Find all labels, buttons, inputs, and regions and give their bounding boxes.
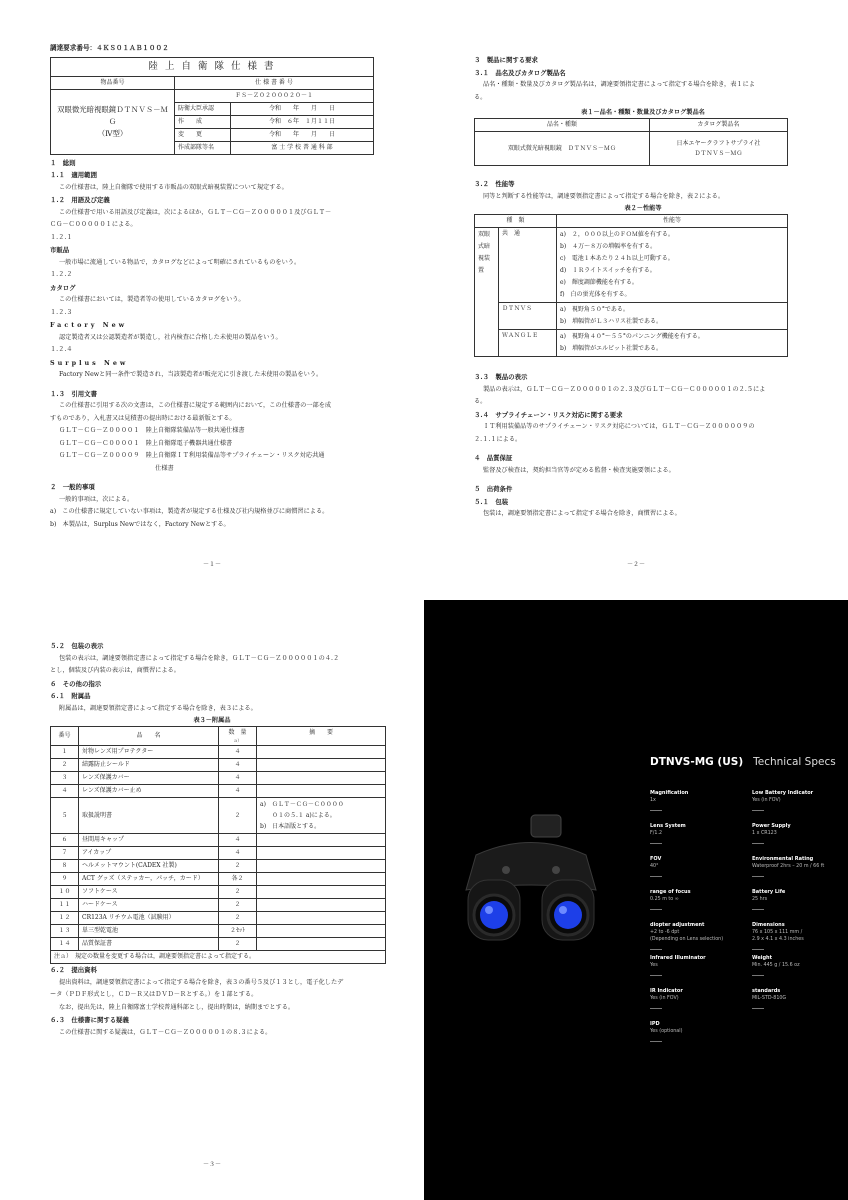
spec-title: 陸 上 自 衛 隊 仕 様 書 bbox=[51, 57, 374, 76]
text-line: ２ 一般的事項 bbox=[50, 483, 95, 491]
text-line: ５ 出荷条件 bbox=[474, 485, 513, 493]
section-3-1 bbox=[474, 54, 812, 104]
spec-value: 76 x 105 x 111 mm / bbox=[752, 930, 803, 935]
performance-item: b) ４万～８万の増幅率を有する。 bbox=[560, 243, 657, 250]
table-1-title: 表１－品名・種類・数量及びカタログ製品名 bbox=[581, 109, 705, 116]
spec-value: Yes bbox=[650, 963, 658, 968]
spec-label: Infrared Illuminator bbox=[650, 955, 706, 961]
table-row: ６ 昼間用キャップ ４ bbox=[51, 834, 386, 847]
spec-item bbox=[752, 889, 842, 910]
table-row: ４ レンズ保護カバー止め ４ bbox=[51, 785, 386, 798]
text-line: すものであり，入札書又は見積書の提出時における最新版とする。 bbox=[50, 414, 236, 422]
spec-label: Battery Life bbox=[752, 889, 786, 895]
spec-item bbox=[650, 889, 740, 910]
spec-item bbox=[752, 790, 842, 811]
spec-value: Yes (in FOV) bbox=[752, 798, 781, 803]
text-line: ３.４ サプライチェーン・リスク対応に関する要求 bbox=[474, 410, 623, 419]
spec-value: Yes (optional) bbox=[650, 1029, 683, 1034]
text-line: この仕様書は，陸上自衛隊で使用する市販品の双眼式暗視装置について規定する。 bbox=[59, 183, 288, 191]
divider bbox=[650, 1008, 662, 1009]
text-line: 製品の表示は，ＧＬＴ－ＣＧ－Ｚ０００００１の２.３及びＧＬＴ－ＣＧ－Ｃ０００００１の２.５によ bbox=[483, 385, 766, 393]
performance-item: a) ２，０００以上のＦＯＭ値を有する。 bbox=[560, 231, 674, 238]
text-line: ＧＬＴ－ＣＧ－Ｚ００００９ 陸上自衛隊ＩＴ利用装備品等サプライチェーン・リスク対応共通 bbox=[59, 452, 325, 459]
spec-value: 0.25 m to ∞ bbox=[650, 897, 679, 902]
spec-value: Yes (in FOV) bbox=[650, 996, 679, 1001]
header-row: 作成部隊等名 富 士 学 校 普 通 科 部 bbox=[51, 141, 374, 154]
text-line: る。 bbox=[474, 398, 487, 405]
table-row: １０ ソフトケース ２ bbox=[51, 886, 386, 899]
divider bbox=[650, 1041, 662, 1042]
performance-item: c) 電池１本あたり２４ｈ以上可動する。 bbox=[560, 255, 674, 262]
spec-header-table bbox=[50, 57, 374, 155]
table-row: １１ ハードケース ２ bbox=[51, 899, 386, 912]
text-line: １.２.２ bbox=[50, 271, 73, 278]
text-line: この仕様書で用いる用語及び定義は，次によるほか，ＧＬＴ－ＣＧ－Ｚ０００００１及びＧＬＴ－ bbox=[59, 208, 332, 216]
text-line: 市販品 bbox=[50, 246, 70, 254]
spec-label: Weight bbox=[752, 955, 772, 961]
table-row: ５ 取扱説明書 ２ a) ＧＬＴ－ＣＧ－Ｃ００００ ０１の５.１ a)による。 b) 日本語版とする。 bbox=[51, 798, 386, 834]
divider bbox=[752, 909, 764, 910]
text-line: ５.２ 包装の表示 bbox=[50, 642, 104, 650]
table-3-note: 注ａ） 規定の数量を変更する場合は，調達要領指定書によって指定する。 bbox=[51, 951, 386, 964]
spec-value: Waterproof 2hrs – 20 m / 66 ft bbox=[752, 864, 825, 869]
header-row: 作 成 令和 ６年 １月１１日 bbox=[51, 115, 374, 128]
text-line: a) この仕様書に規定していない事項は，製造者が規定する仕様及び社内規格並びに商慣習による。 bbox=[50, 508, 329, 515]
text-line: １.１ 適用範囲 bbox=[50, 171, 97, 179]
text-line: １ 総則 bbox=[50, 158, 76, 167]
text-line: この仕様書においては，製造者等の使用しているカタログをいう。 bbox=[59, 296, 245, 303]
table-row: １ 対物レンズ用プロテクター ４ bbox=[51, 746, 386, 759]
table-row: ９ ACT グッズ（ステッカー，パッチ，カード） 各２ bbox=[51, 873, 386, 886]
text-line: ６.３ 仕様書に関する疑義 bbox=[50, 1016, 129, 1024]
text-line: ２.１.１による。 bbox=[474, 435, 522, 443]
text-line: なお，提出先は，陸上自衛隊富士学校普通科部とし，提出時期は，納期までとする。 bbox=[59, 1003, 295, 1011]
section-3-3-to-5 bbox=[474, 371, 812, 521]
text-line: 一般市場に流通している物品で，カタログなどによって明確にされているものをいう。 bbox=[59, 258, 301, 266]
text-line: 包装は，調達要領指定書によって指定する場合を除き，商慣習による。 bbox=[483, 510, 681, 517]
section-5-2 bbox=[50, 640, 374, 715]
page-number: －１－ bbox=[202, 561, 221, 568]
spec-value: 2.9 x 4.1 x 4.3 inches bbox=[752, 937, 804, 942]
table-3: 番号 品 名 数 量 ａ） 摘 要 １ 対物レンズ用プロテクター ４ ２ 結露防止シールド ４ ３ レンズ保護カバー ４ ４ レンズ保護カバー止め ４ ５ 取扱説明書 ２ a) ＧＬＴ－ＣＧ－Ｃ００００ ０１の５.１ a)による。 b) 日本語版とする。 ６ 昼間用キャップ ４ ７ アイカップ ４ ８ ヘルメットマウント(CADEX 社製) ２ ９ ACT グッズ（ステッカー，パッチ，カード） 各２ １０ ソフトケース ２ １１ ハードケース ２ １２ CR123A リチウム電池（試験用） ２ １３ 単三型乾電池 ２ｾｯﾄ １４ 品質保証書 ２ 注ａ） 規定の数量を変更する場合は，調達要領指定書によって指定する。 bbox=[50, 726, 386, 964]
text-line: る。 bbox=[474, 93, 487, 101]
page-2 bbox=[424, 0, 848, 600]
text-line: ６ その他の指示 bbox=[50, 679, 102, 688]
text-line: 同等と判断する性能等は，調達要領指定書によって指定する場合を除き，表２による。 bbox=[483, 192, 725, 200]
table-row: ３ レンズ保護カバー ４ bbox=[51, 772, 386, 785]
table-row: １３ 単三型乾電池 ２ｾｯﾄ bbox=[51, 925, 386, 938]
divider bbox=[650, 843, 662, 844]
spec-value: F/1.2 bbox=[650, 831, 663, 836]
spec-value: 1x bbox=[650, 798, 656, 803]
night-vision-goggle-image bbox=[436, 810, 626, 960]
text-line: カタログ bbox=[50, 283, 76, 292]
spec-item bbox=[650, 856, 740, 877]
header-row: 変 更 令和 年 月 日 bbox=[51, 128, 374, 141]
text-line: ＩＴ利用装備品等のサプライチェーン・リスク対応については，ＧＬＴ－ＣＧ－Ｚ０００００９の bbox=[483, 423, 755, 430]
spec-label: FOV bbox=[650, 856, 662, 862]
text-line: ３.３ 製品の表示 bbox=[474, 373, 528, 381]
table-row: １４ 品質保証書 ２ bbox=[51, 938, 386, 951]
text-line: b) 本製品は，Surplus Newではなく，Factory Newとする。 bbox=[50, 520, 230, 528]
spec-item bbox=[752, 856, 842, 877]
performance-item: d) ＩＲライトスイッチを有する。 bbox=[560, 267, 656, 274]
spec-value: Min. 445 g / 15.6 oz bbox=[752, 963, 800, 968]
spec-label: IR Indicator bbox=[650, 988, 683, 994]
spec-value: 40° bbox=[650, 864, 659, 869]
divider bbox=[650, 909, 662, 910]
section-3-2 bbox=[474, 178, 812, 203]
text-line: １.２.３ bbox=[50, 308, 73, 316]
section-6-2 bbox=[50, 964, 374, 1039]
text-line: １.３ 引用文書 bbox=[50, 389, 97, 398]
text-line: Factory Newと同一条件で製造され，当該製造者が販売元に引き渡した未使用の製品をいう。 bbox=[59, 371, 323, 378]
product-spec-sheet bbox=[424, 600, 848, 1200]
divider bbox=[752, 810, 764, 811]
header-row: 防衛大臣承認 令和 年 月 日 bbox=[51, 102, 374, 115]
page-number: －２－ bbox=[626, 561, 645, 568]
spec-item bbox=[752, 823, 842, 844]
text-line: ３ 製品に関する要求 bbox=[474, 56, 538, 64]
table-row: １２ CR123A リチウム電池（試験用） ２ bbox=[51, 912, 386, 925]
text-line: この仕様書に引用する次の文書は，この仕様書に規定する範囲内において，この仕様書の一部を成 bbox=[59, 402, 332, 409]
spec-item bbox=[650, 922, 740, 950]
text-line: 品名・種類・数量及びカタログ製品名は，調達要領指定書によって指定する場合を除き，表１によ bbox=[483, 81, 755, 88]
performance-item: b) 増幅管がエルビット社製である。 bbox=[560, 345, 662, 352]
divider bbox=[752, 843, 764, 844]
table-3-title: 表３－附属品 bbox=[193, 717, 231, 724]
spec-value: 1 x CR123 bbox=[752, 831, 777, 836]
spec-label: Magnification bbox=[650, 790, 689, 796]
text-line: ＧＬＴ－ＣＧ－Ｚ００００１ 陸上自衛隊装備品等一般共通仕様書 bbox=[59, 427, 245, 434]
spec-label: Lens System bbox=[650, 823, 686, 829]
performance-item: e) 輝度調節機能を有する。 bbox=[560, 279, 638, 286]
spec-item bbox=[650, 988, 740, 1009]
text-line: ４ 品質保証 bbox=[474, 454, 513, 462]
text-line: 包装の表示は，調達要領指定書によって指定する場合を除き，ＧＬＴ－ＣＧ－Ｚ０００００１の４.２ bbox=[59, 654, 340, 662]
performance-item: a) 視野角５０°である。 bbox=[560, 306, 629, 313]
spec-value: MIL-STD-810G bbox=[752, 996, 787, 1001]
divider bbox=[650, 876, 662, 877]
divider bbox=[752, 1008, 764, 1009]
page-3 bbox=[0, 600, 424, 1200]
text-line: ータ（ＰＤＦ形式とし，ＣＤ－Ｒ又はＤＶＤ－Ｒとする。）を１部とする。 bbox=[50, 991, 258, 998]
table-row: ８ ヘルメットマウント(CADEX 社製) ２ bbox=[51, 860, 386, 873]
text-line: ６.２ 提出資料 bbox=[50, 966, 97, 974]
text-line: 提出資料は，調達要領指定書によって指定する場合を除き，表３の番号５及び１３とし，電子化したデ bbox=[59, 978, 344, 986]
spec-item bbox=[650, 955, 740, 976]
spec-item bbox=[650, 790, 740, 811]
text-line: １.２.１ bbox=[50, 233, 73, 241]
text-line: ３.２ 性能等 bbox=[474, 180, 515, 188]
spec-label: IPD bbox=[650, 1021, 660, 1027]
divider bbox=[650, 810, 662, 811]
page-1 bbox=[0, 0, 424, 600]
text-line: ３.１ 品名及びカタログ製品名 bbox=[474, 68, 566, 77]
text-line: ＧＬＴ－ＣＧ－Ｃ００００１ 陸上自衛隊電子機器共通仕様書 bbox=[59, 439, 233, 447]
spec-item bbox=[752, 988, 842, 1009]
performance-item: f) 白の蛍光体を有する。 bbox=[560, 291, 631, 298]
text-line: 認定製造者又は公認製造者が製造し，社内検査に合格した未使用の製品をいう。 bbox=[59, 333, 282, 341]
col-spec-number: 仕 様 書 番 号 bbox=[175, 76, 374, 89]
spec-value: 25 hrs bbox=[752, 897, 768, 902]
divider bbox=[650, 949, 662, 950]
table-2: 種 類 性能等 双眼式暗視装置 共 通 a) ２，０００以上のＦＯＭ値を有する。 b) ４万～８万の増幅率を有する。 c) 電池１本あたり２４ｈ以上可動する。 d) ＩＲライトスイッチを有する。 e) 輝度調節機能を有する。 f) 白の蛍光体を有する。 ＤＴＮＶＳ a) 視野角５０°である。 b) 増幅管がＬ３ハリス社製である。 ＷＡＮＧＬＥ a) 視野角４０°～５５°のパンニング機能を有する。 b) 増幅管がエルビット社製である。 bbox=[474, 214, 788, 357]
spec-value: +2 to -6 dpt bbox=[650, 930, 680, 935]
spec-value: (Depending on Lens selection) bbox=[650, 937, 724, 942]
text-line: Surplus New bbox=[50, 358, 129, 367]
table-1: 品名・種類 カタログ製品名 双眼式微光暗視眼鏡 ＤＴＮＶＳ－ＭＧ 日本エヤークラフトサプライ社 ＤＴＮＶＳ－ＭＧ bbox=[474, 118, 788, 166]
spec-number: ＦＳ－Ｚ０２０００２０－１ bbox=[175, 89, 374, 102]
text-line: ＣＧ－Ｃ０００００１による。 bbox=[50, 221, 137, 228]
table-row: ２ 結露防止シールド ４ bbox=[51, 759, 386, 772]
text-line: 附属品は，調達要領指定書によって指定する場合を除き，表３による。 bbox=[59, 704, 257, 712]
page-1-body bbox=[50, 157, 374, 532]
text-line: ６.１ 附属品 bbox=[50, 692, 91, 700]
spec-label: diopter adjustment bbox=[650, 922, 705, 928]
divider bbox=[752, 975, 764, 976]
spec-label: Low Battery Indicator bbox=[752, 790, 814, 796]
spec-item bbox=[752, 922, 842, 950]
text-line: １.２.４ bbox=[50, 346, 73, 353]
text-line: Factory New bbox=[50, 321, 128, 329]
text-line: 一般的事項は，次による。 bbox=[59, 495, 134, 503]
text-line: 仕様書 bbox=[50, 464, 174, 472]
spec-label: standards bbox=[752, 988, 781, 994]
text-line: １.２ 用語及び定義 bbox=[50, 196, 110, 204]
item-type: （Ⅳ型） bbox=[97, 128, 128, 138]
divider bbox=[650, 975, 662, 976]
table-row: ７ アイカップ ４ bbox=[51, 847, 386, 860]
divider bbox=[752, 949, 764, 950]
performance-item: a) 視野角４０°～５５°のパンニング機能を有する。 bbox=[560, 333, 704, 340]
spec-item bbox=[752, 955, 842, 976]
text-line: 監督及び検査は，契約担当官等が定める監督・検査実施要領による。 bbox=[483, 466, 675, 474]
spec-sheet-title: DTNVS-MG (US) Technical Specs bbox=[650, 756, 836, 768]
spec-label: range of focus bbox=[650, 889, 691, 895]
spec-label: Power Supply bbox=[752, 823, 791, 829]
item-name: 双眼微光暗視眼鏡ＤＴＮＶＳ－ＭＧ bbox=[57, 104, 168, 126]
text-line: とし，個装及び内装の表示は，商慣習による。 bbox=[50, 667, 180, 674]
spec-item bbox=[650, 1021, 740, 1042]
performance-item: b) 増幅管がＬ３ハリス社製である。 bbox=[560, 318, 663, 325]
divider bbox=[752, 876, 764, 877]
text-line: この仕様書に関する疑義は，ＧＬＴ－ＣＧ－Ｚ０００００１の８.３による。 bbox=[59, 1028, 272, 1036]
spec-label: Dimensions bbox=[752, 922, 785, 928]
text-line: ５.１ 包装 bbox=[474, 497, 509, 506]
spec-label: Environmental Rating bbox=[752, 856, 814, 862]
request-number: 調達要求番号：４ＫＳ０１ＡＢ１００２ bbox=[50, 44, 169, 52]
col-item-number: 物品番号 bbox=[51, 76, 175, 89]
category-cell: 双眼式暗視装置 bbox=[475, 228, 499, 357]
table-2-title: 表２－性能等 bbox=[624, 205, 662, 212]
item-name-cell bbox=[51, 89, 175, 154]
page-number: －３－ bbox=[202, 1161, 221, 1168]
spec-item bbox=[650, 823, 740, 844]
